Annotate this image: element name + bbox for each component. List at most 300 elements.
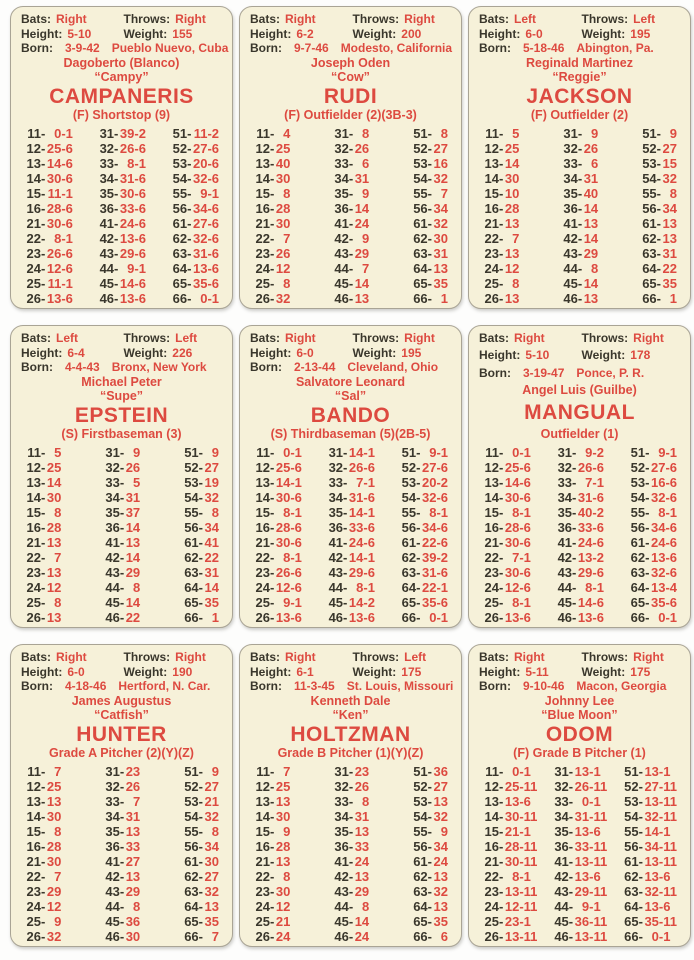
result-value: 32	[192, 171, 208, 186]
dice-roll: 45	[105, 914, 120, 929]
result-value: 9	[54, 914, 62, 929]
bats-label: Bats:	[21, 12, 52, 26]
dice-roll: 41	[557, 535, 573, 550]
dice-dash: -	[499, 764, 504, 779]
dice-result-cell	[253, 156, 290, 171]
result-suffix: -1	[363, 505, 375, 520]
throws-stat	[124, 13, 223, 26]
result-suffix: -1	[61, 231, 73, 246]
dice-dash: -	[187, 156, 192, 171]
dice-result-cell	[482, 535, 531, 550]
dice-roll: 11	[256, 764, 270, 779]
birthplace: Ponce, P. R.	[576, 365, 645, 380]
dice-dash: -	[577, 126, 583, 141]
result-value: 8	[361, 794, 370, 809]
dice-roll: 43	[334, 884, 349, 899]
result-value: 7	[512, 231, 520, 246]
dice-result-cell	[253, 824, 290, 839]
dice-result-cell	[253, 854, 290, 869]
dice-roll: 43	[105, 884, 120, 899]
dice-dash: -	[270, 824, 275, 839]
dice-dash: -	[416, 475, 421, 490]
dice-dash: -	[187, 261, 192, 276]
dice-roll: 21	[26, 854, 41, 869]
dice-dash: -	[499, 884, 504, 899]
dice-result-cell	[103, 445, 140, 460]
dice-result-cell	[482, 794, 537, 809]
dice-result-cell	[399, 580, 448, 595]
dice-dash: -	[499, 550, 504, 565]
dice-dash: -	[427, 231, 432, 246]
result-suffix: -6	[665, 475, 677, 490]
card-header	[250, 332, 451, 441]
dice-result-cell	[482, 929, 537, 944]
bats-throws-row	[21, 13, 222, 26]
dice-result-cell	[411, 764, 448, 779]
result-suffix: -2	[363, 595, 375, 610]
player-given-name: James Augustus	[71, 693, 172, 708]
dice-dash: -	[427, 201, 432, 216]
dice-dash: -	[645, 595, 650, 610]
result-suffix: -6	[207, 171, 219, 186]
result-value: 40	[583, 186, 599, 201]
dice-roll: 63	[184, 884, 199, 899]
result-value: 14	[46, 475, 62, 490]
height-value: 6-2	[296, 26, 314, 41]
dice-roll: 36	[554, 839, 569, 854]
result-suffix: -6	[519, 490, 531, 505]
result-value: 12	[46, 899, 62, 914]
dice-result-cell	[24, 929, 61, 944]
dice-roll: 23	[255, 246, 270, 261]
dice-result-cell	[253, 595, 302, 610]
dice-result-cell	[411, 246, 448, 261]
dice-result-cell	[326, 535, 375, 550]
dice-dash: -	[119, 550, 125, 565]
result-suffix: -1	[519, 505, 531, 520]
weight-value: 195	[630, 26, 651, 41]
dice-result-cell	[411, 291, 448, 306]
result-value: 26	[46, 246, 62, 261]
dice-result-cell	[332, 794, 369, 809]
throws-value: Left	[633, 12, 656, 26]
dice-roll: 46	[334, 291, 349, 306]
dice-roll: 62	[624, 869, 639, 884]
dice-roll: 64	[184, 580, 199, 595]
dice-result-cell	[253, 794, 290, 809]
dice-result-cell	[253, 141, 290, 156]
dice-roll: 44	[105, 899, 120, 914]
result-value: 30	[275, 216, 291, 231]
dice-dash: -	[572, 580, 577, 595]
dice-result-cell	[411, 929, 448, 944]
dice-dash: -	[343, 580, 348, 595]
dice-dash: -	[114, 291, 119, 306]
result-value: 30	[504, 490, 520, 505]
dice-dash: -	[427, 156, 432, 171]
dice-roll: 51	[624, 764, 639, 779]
dice-dash: -	[568, 824, 574, 839]
dice-result-cell	[182, 595, 219, 610]
dice-result-cell	[24, 231, 73, 246]
dice-dash: -	[198, 565, 203, 580]
dice-result-cell	[482, 231, 519, 246]
dice-result-cell	[399, 520, 448, 535]
result-value: 12	[46, 580, 62, 595]
result-value: 33	[574, 839, 590, 854]
result-value: 14	[275, 475, 291, 490]
result-value: 0	[581, 794, 590, 809]
dice-roll: 25	[484, 914, 499, 929]
dice-result-cell	[253, 565, 302, 580]
dice-dash: -	[645, 535, 650, 550]
bats-label: Bats:	[250, 650, 281, 664]
dice-roll: 23	[26, 565, 41, 580]
dice-result-cell	[332, 246, 369, 261]
dice-result-cell	[253, 231, 290, 246]
dice-result-cell	[640, 291, 677, 306]
result-value: 13	[275, 794, 291, 809]
dice-roll: 54	[413, 171, 428, 186]
result-value: 29	[125, 565, 141, 580]
result-value: 22	[421, 535, 437, 550]
dice-roll: 64	[413, 261, 428, 276]
player-nickname: “Catfish”	[94, 708, 149, 722]
dice-roll: 45	[99, 276, 115, 291]
dice-result-cell	[326, 565, 375, 580]
result-suffix: -6	[290, 490, 302, 505]
throws-value: Right	[404, 12, 435, 26]
dice-result-cell	[332, 779, 369, 794]
dice-result-cell	[640, 201, 677, 216]
dice-roll: 16	[26, 201, 41, 216]
dice-roll: 62	[413, 231, 428, 246]
dice-dash: -	[41, 276, 46, 291]
dice-dash: -	[270, 839, 275, 854]
dice-roll: 14	[484, 809, 499, 824]
dice-roll: 64	[630, 580, 646, 595]
dice-dash: -	[343, 505, 348, 520]
birthplace: Macon, Georgia	[576, 679, 667, 693]
result-value: 26	[354, 141, 370, 156]
dice-result-cell	[555, 475, 604, 490]
dice-result-cell	[332, 261, 369, 276]
result-value: 35	[433, 276, 448, 291]
dice-result-cell	[24, 291, 73, 306]
result-value: 13	[574, 824, 590, 839]
dice-dash: -	[499, 824, 504, 839]
dice-result-cell	[182, 535, 219, 550]
dice-dash: -	[348, 216, 354, 231]
dice-dash: -	[577, 276, 583, 291]
dice-result-cell	[628, 475, 677, 490]
dice-column	[332, 764, 369, 944]
dice-result-cell	[411, 854, 448, 869]
dice-roll: 24	[255, 261, 270, 276]
dice-dash: -	[187, 171, 192, 186]
dice-dash: -	[41, 824, 46, 839]
dice-dash: -	[348, 794, 354, 809]
height-weight-row	[21, 666, 222, 679]
dice-dash: -	[270, 899, 275, 914]
result-suffix: -6	[61, 141, 73, 156]
result-suffix: -6	[363, 490, 375, 505]
dice-roll: 41	[334, 854, 349, 869]
dice-dash: -	[638, 794, 643, 809]
dice-result-cell	[170, 231, 219, 246]
born-date: 3-9-42	[65, 41, 100, 55]
dice-roll: 12	[484, 460, 499, 475]
dice-result-cell	[253, 291, 290, 306]
dice-dash: -	[198, 460, 203, 475]
result-value: 7	[54, 869, 62, 884]
dice-roll: 61	[184, 854, 199, 869]
result-value: 28	[46, 839, 62, 854]
result-suffix: -1	[519, 914, 531, 929]
result-value: 39	[421, 550, 437, 565]
bats-value: Right	[514, 650, 545, 664]
result-value: 33	[354, 839, 370, 854]
player-given-name: Michael Peter	[81, 374, 162, 389]
dice-dash: -	[427, 794, 432, 809]
result-value: 30	[46, 216, 62, 231]
throws-label: Throws:	[581, 331, 629, 345]
dice-roll: 32	[99, 141, 115, 156]
result-suffix: -2	[207, 126, 219, 141]
dice-dash: -	[119, 520, 125, 535]
dice-roll: 32	[554, 779, 569, 794]
dice-result-cell	[24, 490, 61, 505]
dice-result-cell	[326, 475, 375, 490]
result-value: 16	[433, 156, 448, 171]
result-value: 31	[125, 490, 141, 505]
dice-dash: -	[198, 914, 203, 929]
dice-roll: 66	[624, 929, 639, 944]
result-value: 13	[46, 794, 62, 809]
throws-label: Throws:	[581, 12, 629, 26]
bats-stat	[479, 332, 582, 345]
dice-result-cell	[332, 929, 369, 944]
dice-roll: 52	[184, 779, 199, 794]
dice-roll: 25	[484, 595, 499, 610]
dice-dash: -	[656, 216, 661, 231]
dice-result-cell	[103, 839, 140, 854]
dice-dash: -	[119, 809, 125, 824]
dice-dash: -	[572, 475, 577, 490]
dice-dash: -	[114, 216, 119, 231]
dice-dash: -	[343, 520, 348, 535]
result-value: 12	[46, 261, 62, 276]
result-value: 13	[125, 869, 141, 884]
result-value: 12	[504, 261, 520, 276]
height-label: Height:	[479, 348, 521, 363]
dice-result-cell	[561, 261, 598, 276]
dice-roll: 64	[413, 899, 428, 914]
result-value: 0	[651, 929, 659, 944]
dice-roll: 31	[328, 445, 344, 460]
dice-roll: 43	[557, 565, 573, 580]
weight-label: Weight:	[123, 345, 168, 360]
dice-dash: -	[348, 141, 354, 156]
result-value: 14	[204, 580, 219, 595]
dice-dash: -	[427, 854, 432, 869]
dice-roll: 44	[328, 580, 344, 595]
result-value: 14	[583, 231, 599, 246]
dice-result-cell	[24, 794, 61, 809]
dice-dash: -	[343, 490, 348, 505]
result-value: 8	[361, 126, 370, 141]
dice-roll: 52	[401, 460, 417, 475]
weight-stat	[124, 666, 223, 679]
height-label: Height:	[21, 664, 63, 679]
dice-roll: 23	[255, 884, 270, 899]
dice-result-cell	[555, 535, 604, 550]
result-value: 14	[583, 276, 599, 291]
born-date: 2-13-44	[294, 360, 336, 374]
dice-results-grid	[479, 764, 680, 944]
dice-result-cell	[182, 505, 219, 520]
height-stat	[479, 349, 582, 362]
dice-result-cell	[170, 201, 219, 216]
dice-dash: -	[645, 565, 650, 580]
result-value: 31	[119, 171, 135, 186]
dice-column	[482, 445, 531, 625]
result-value: 8	[211, 824, 219, 839]
dice-dash: -	[638, 884, 643, 899]
result-suffix: -6	[519, 520, 531, 535]
dice-dash: -	[427, 246, 432, 261]
dice-dash: -	[41, 854, 46, 869]
result-value: 24	[354, 854, 370, 869]
dice-roll: 35	[105, 505, 120, 520]
dice-roll: 25	[26, 595, 41, 610]
dice-dash: -	[416, 610, 421, 625]
result-value: 13	[433, 794, 448, 809]
result-value: 13	[574, 854, 590, 869]
dice-roll: 61	[630, 535, 646, 550]
result-suffix: -6	[665, 535, 677, 550]
player-surname: JACKSON	[526, 84, 633, 108]
born-label: Born:	[21, 360, 53, 374]
result-value: 25	[275, 141, 291, 156]
dice-roll: 36	[334, 201, 349, 216]
dice-roll: 56	[413, 201, 428, 216]
result-suffix: -1	[363, 475, 375, 490]
result-suffix: -11	[589, 809, 608, 824]
dice-roll: 61	[172, 216, 188, 231]
dice-dash: -	[427, 899, 432, 914]
dice-result-cell	[332, 809, 369, 824]
dice-roll: 34	[557, 490, 573, 505]
dice-roll: 12	[484, 141, 499, 156]
bats-stat	[250, 332, 353, 345]
result-value: 26	[354, 779, 370, 794]
dice-result-cell	[399, 505, 448, 520]
dice-roll: 63	[184, 565, 199, 580]
dice-roll: 14	[26, 809, 41, 824]
dice-roll: 62	[413, 869, 428, 884]
height-weight-row	[250, 666, 451, 679]
dice-dash: -	[198, 610, 203, 625]
dice-result-cell	[182, 490, 219, 505]
dice-result-cell	[97, 126, 146, 141]
dice-dash: -	[348, 201, 354, 216]
result-value: 32	[204, 884, 219, 899]
dice-results-grid	[250, 445, 451, 625]
dice-result-cell	[561, 126, 598, 141]
dice-roll: 31	[563, 126, 578, 141]
result-value: 30	[504, 565, 520, 580]
dice-dash: -	[41, 291, 46, 306]
dice-roll: 26	[26, 929, 41, 944]
dice-roll: 16	[255, 839, 270, 854]
result-suffix: -1	[589, 764, 601, 779]
result-value: 8	[283, 505, 291, 520]
dice-result-cell	[332, 291, 369, 306]
bats-throws-row	[479, 332, 680, 345]
dice-roll: 66	[401, 610, 417, 625]
dice-roll: 35	[334, 824, 349, 839]
dice-dash: -	[270, 869, 275, 884]
result-suffix: -11	[658, 839, 677, 854]
dice-roll: 65	[413, 914, 428, 929]
dice-dash: -	[348, 261, 354, 276]
dice-roll: 31	[557, 445, 573, 460]
dice-dash: -	[499, 794, 504, 809]
dice-roll: 52	[413, 141, 428, 156]
player-surname: RUDI	[323, 84, 378, 108]
dice-column	[399, 445, 448, 625]
dice-dash: -	[198, 490, 203, 505]
result-value: 30	[46, 854, 62, 869]
dice-column	[253, 445, 302, 625]
dice-dash: -	[187, 276, 192, 291]
dice-dash: -	[568, 839, 574, 854]
dice-roll: 16	[255, 520, 270, 535]
dice-dash: -	[119, 854, 125, 869]
dice-roll: 25	[255, 276, 270, 291]
dice-dash: -	[645, 460, 650, 475]
dice-dash: -	[416, 535, 421, 550]
dice-column	[628, 445, 677, 625]
weight-value: 175	[630, 664, 651, 679]
weight-value: 175	[401, 664, 422, 679]
dice-roll: 11	[27, 445, 41, 460]
dice-dash: -	[348, 126, 354, 141]
dice-result-cell	[182, 884, 219, 899]
result-value: 8	[283, 276, 291, 291]
dice-result-cell	[97, 276, 146, 291]
result-suffix: -6	[592, 535, 604, 550]
dice-result-cell	[628, 490, 677, 505]
result-value: 13	[433, 261, 448, 276]
dice-roll: 62	[184, 550, 199, 565]
result-value: 7	[283, 231, 291, 246]
dice-result-cell	[170, 261, 219, 276]
dice-roll: 52	[413, 779, 428, 794]
result-value: 9	[127, 261, 135, 276]
dice-result-cell	[482, 779, 537, 794]
birthplace: Bronx, New York	[111, 360, 207, 374]
height-stat	[479, 28, 582, 41]
result-suffix: -1	[61, 276, 73, 291]
dice-roll: 42	[334, 231, 349, 246]
dice-dash: -	[427, 141, 432, 156]
dice-roll: 66	[172, 291, 188, 306]
result-value: 8	[54, 505, 62, 520]
result-value: 30	[275, 171, 291, 186]
dice-roll: 22	[255, 231, 270, 246]
